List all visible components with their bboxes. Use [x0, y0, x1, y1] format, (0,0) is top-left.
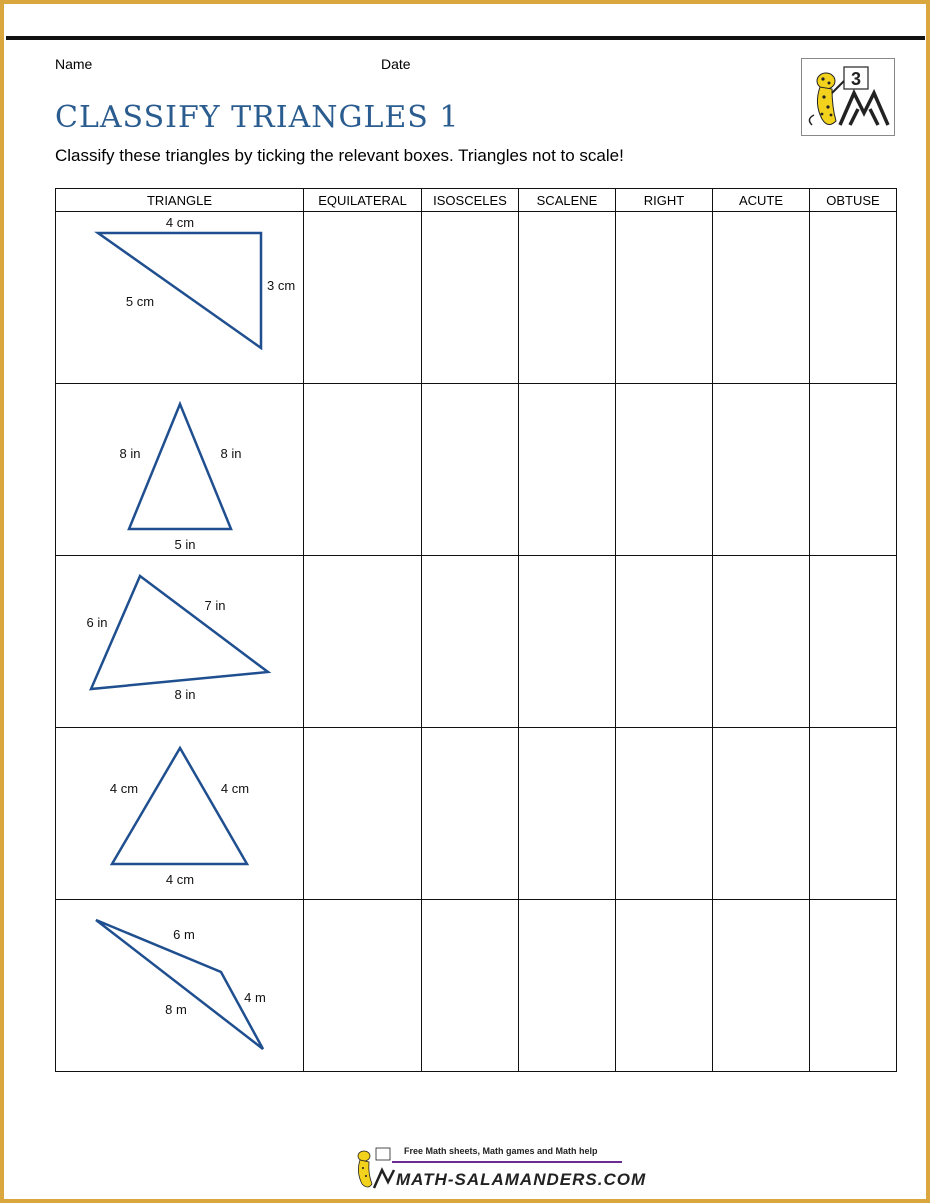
- obtuse-tick-box[interactable]: [810, 384, 897, 556]
- side-label: 6 in: [86, 615, 108, 630]
- side-label: 8 m: [165, 1002, 187, 1017]
- side-label: 4 m: [244, 990, 266, 1005]
- table-row: [56, 900, 897, 1072]
- column-header-equilateral: EQUILATERAL: [304, 189, 422, 212]
- top-rule: [6, 36, 925, 40]
- scalene-tick-box[interactable]: [519, 728, 616, 900]
- triangle-shape: [98, 233, 261, 348]
- name-label: Name: [55, 56, 93, 72]
- triangle-cell: [56, 900, 304, 1072]
- triangle-diagram-5: [56, 900, 304, 1073]
- isosceles-tick-box[interactable]: [422, 384, 519, 556]
- column-header-scalene: SCALENE: [519, 189, 616, 212]
- isosceles-tick-box[interactable]: [422, 728, 519, 900]
- worksheet-title: CLASSIFY TRIANGLES 1: [55, 100, 460, 135]
- footer-salamander-icon: [352, 1144, 396, 1192]
- side-label: 5 cm: [125, 294, 155, 309]
- footer-site-link[interactable]: MATH-SALAMANDERS.COM: [396, 1170, 647, 1189]
- column-header-isosceles: ISOSCELES: [422, 189, 519, 212]
- side-label: 3 cm: [267, 278, 296, 293]
- column-header-obtuse: OBTUSE: [810, 189, 897, 212]
- salamander-logo: [801, 58, 895, 136]
- side-label: 4 cm: [165, 215, 195, 230]
- salamander-mascot-icon: [809, 73, 844, 125]
- obtuse-tick-box[interactable]: [810, 728, 897, 900]
- m-letter-icon: [840, 93, 888, 125]
- obtuse-tick-box[interactable]: [810, 212, 897, 384]
- table-row: [56, 728, 897, 900]
- table-row: [56, 384, 897, 556]
- triangle-cell: [56, 556, 304, 728]
- side-label: 4 cm: [220, 781, 250, 796]
- triangle-diagram-4: [56, 728, 304, 901]
- triangle-shape: [109, 748, 250, 864]
- triangle-diagram-3: [56, 556, 304, 729]
- side-label: 4 cm: [109, 781, 139, 796]
- triangle-shape: [91, 576, 268, 689]
- right-tick-box[interactable]: [616, 728, 713, 900]
- column-header-right: RIGHT: [616, 189, 713, 212]
- triangle-cell: [56, 728, 304, 900]
- right-tick-box[interactable]: [616, 900, 713, 1072]
- triangle-cell: [56, 212, 304, 384]
- acute-tick-box[interactable]: [713, 900, 810, 1072]
- isosceles-tick-box[interactable]: [422, 556, 519, 728]
- table-header-row: [56, 189, 897, 212]
- triangle-shape: [129, 404, 231, 529]
- triangle-diagram-2: [56, 384, 304, 557]
- equilateral-tick-box[interactable]: [304, 556, 422, 728]
- right-tick-box[interactable]: [616, 384, 713, 556]
- side-label: 8 in: [220, 446, 242, 461]
- triangle-cell: [56, 384, 304, 556]
- equilateral-tick-box[interactable]: [304, 212, 422, 384]
- footer-divider: [392, 1161, 622, 1163]
- footer-tagline: Free Math sheets, Math games and Math help: [404, 1146, 598, 1156]
- footer-branding: [352, 1144, 647, 1194]
- scalene-tick-box[interactable]: [519, 384, 616, 556]
- instructions: Classify these triangles by ticking the relevant boxes. Triangles not to scale!: [55, 146, 624, 165]
- right-tick-box[interactable]: [616, 556, 713, 728]
- table-row: [56, 556, 897, 728]
- isosceles-tick-box[interactable]: [422, 900, 519, 1072]
- date-label: Date: [381, 56, 411, 72]
- side-label: 8 in: [174, 687, 196, 702]
- side-label: 5 in: [174, 537, 196, 552]
- classification-table: [55, 188, 897, 1072]
- equilateral-tick-box[interactable]: [304, 900, 422, 1072]
- scalene-tick-box[interactable]: [519, 900, 616, 1072]
- grade-badge: 3: [850, 69, 862, 89]
- table-row: [56, 212, 897, 384]
- triangle-diagram-1: [56, 212, 304, 385]
- side-label: 7 in: [204, 598, 226, 613]
- scalene-tick-box[interactable]: [519, 556, 616, 728]
- side-label: 6 m: [173, 927, 195, 942]
- column-header-triangle: TRIANGLE: [56, 189, 304, 212]
- obtuse-tick-box[interactable]: [810, 900, 897, 1072]
- acute-tick-box[interactable]: [713, 728, 810, 900]
- acute-tick-box[interactable]: [713, 212, 810, 384]
- column-header-acute: ACUTE: [713, 189, 810, 212]
- acute-tick-box[interactable]: [713, 556, 810, 728]
- equilateral-tick-box[interactable]: [304, 728, 422, 900]
- side-label: 4 cm: [165, 872, 195, 887]
- side-label: 8 in: [119, 446, 141, 461]
- obtuse-tick-box[interactable]: [810, 556, 897, 728]
- scalene-tick-box[interactable]: [519, 212, 616, 384]
- isosceles-tick-box[interactable]: [422, 212, 519, 384]
- equilateral-tick-box[interactable]: [304, 384, 422, 556]
- acute-tick-box[interactable]: [713, 384, 810, 556]
- right-tick-box[interactable]: [616, 212, 713, 384]
